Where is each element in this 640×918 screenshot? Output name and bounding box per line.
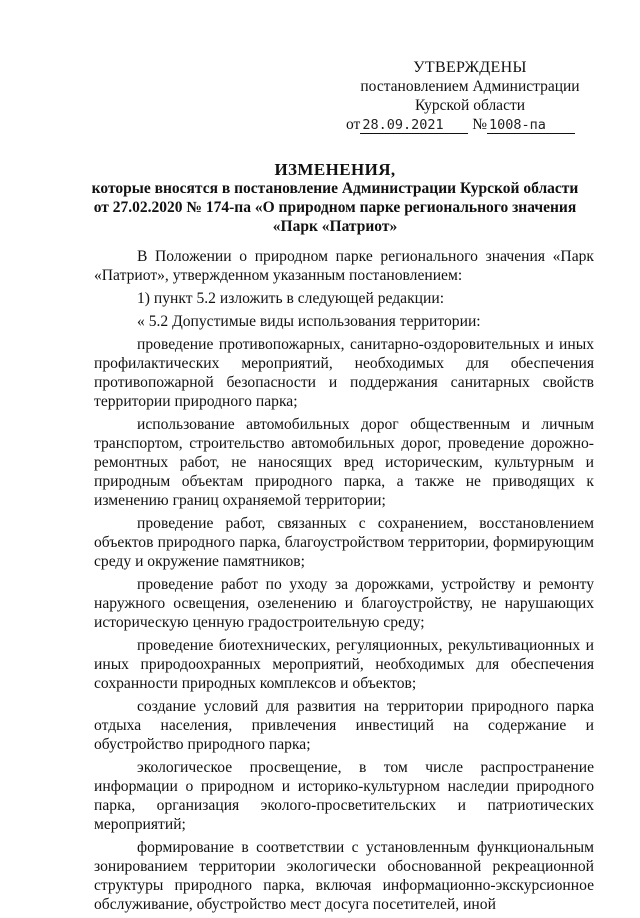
paragraph-roads: использование автомобильных дорог общественным и личным транспортом, строительство автомобильных дорог, проведение дорожно-ремонтных работ, не наносящих вред историческим, культурным и природным объектам природного парка, а также не приводящих к изменению границ охраняемой территории; (94, 416, 594, 509)
approval-stamp (330, 58, 610, 134)
approval-date-line (330, 115, 610, 134)
paragraph-biotechnical: проведение биотехнических, регуляционных, рекультивационных и иных природоохранных мероприятий, необходимых для обеспечения сохранности природных комплексов и объектов; (94, 637, 594, 692)
paragraph-zoning: формирование в соответствии с установленным функциональным зонированием территории экологически обоснованной рекреационной структуры природного парка, включая информационно-экскурсионное обслуживание, обустройство мест досуга посетителей, иной (94, 839, 594, 913)
date-prefix: от (346, 116, 361, 133)
paragraph-education: экологическое просвещение, в том числе распространение информации о природном и историко-культурном наследии природного парка, организация эколого-просветительских и патриотических мероприятий; (94, 759, 594, 833)
title-line-1: ИЗМЕНЕНИЯ, (274, 160, 396, 179)
paragraph-recreation: создание условий для развития на территории природного парка отдыха населения, привлечения инвестиций на содержание и обустройство природного парка; (94, 698, 594, 753)
paragraph-section-5-2: « 5.2 Допустимые виды использования территории: (137, 313, 481, 330)
handwritten-number: 1008-па (487, 118, 575, 134)
title-line-4: «Парк «Патриот» (272, 218, 398, 235)
document-body (94, 247, 594, 918)
paragraph-paths: проведение работ по уходу за дорожками, устройству и ремонту наружного освещения, озеленению и благоустройству, не нарушающих историческую ценную градостроительную среду; (94, 576, 594, 631)
number-prefix: № (472, 116, 487, 133)
title-line-2: которые вносятся в постановление Администрации Курской области (91, 180, 579, 197)
document-title (70, 160, 600, 236)
approval-line-1: постановлением Администрации (360, 78, 580, 95)
title-line-3: от 27.02.2020 № 174-па «О природном парке регионального значения (93, 199, 577, 216)
handwritten-date: 28.09.2021 (360, 118, 468, 134)
approval-line-2: Курской области (414, 97, 526, 114)
approval-heading: УТВЕРЖДЕНЫ (413, 59, 527, 76)
paragraph-intro: В Положении о природном парке регионального значения «Парк «Патриот», утвержденном указанным постановлением: (94, 248, 594, 284)
paragraph-item-1: 1) пункт 5.2 изложить в следующей редакции: (137, 290, 445, 307)
paragraph-fire-prevention: проведение противопожарных, санитарно-оздоровительных и иных профилактических мероприятий, необходимых для обеспечения противопожарной безопасности и поддержания санитарных свойств территории природного парка; (94, 336, 594, 410)
paragraph-preservation: проведение работ, связанных с сохранением, восстановлением объектов природного парка, благоустройством территории, формирующим среду и окружение памятников; (94, 515, 594, 570)
